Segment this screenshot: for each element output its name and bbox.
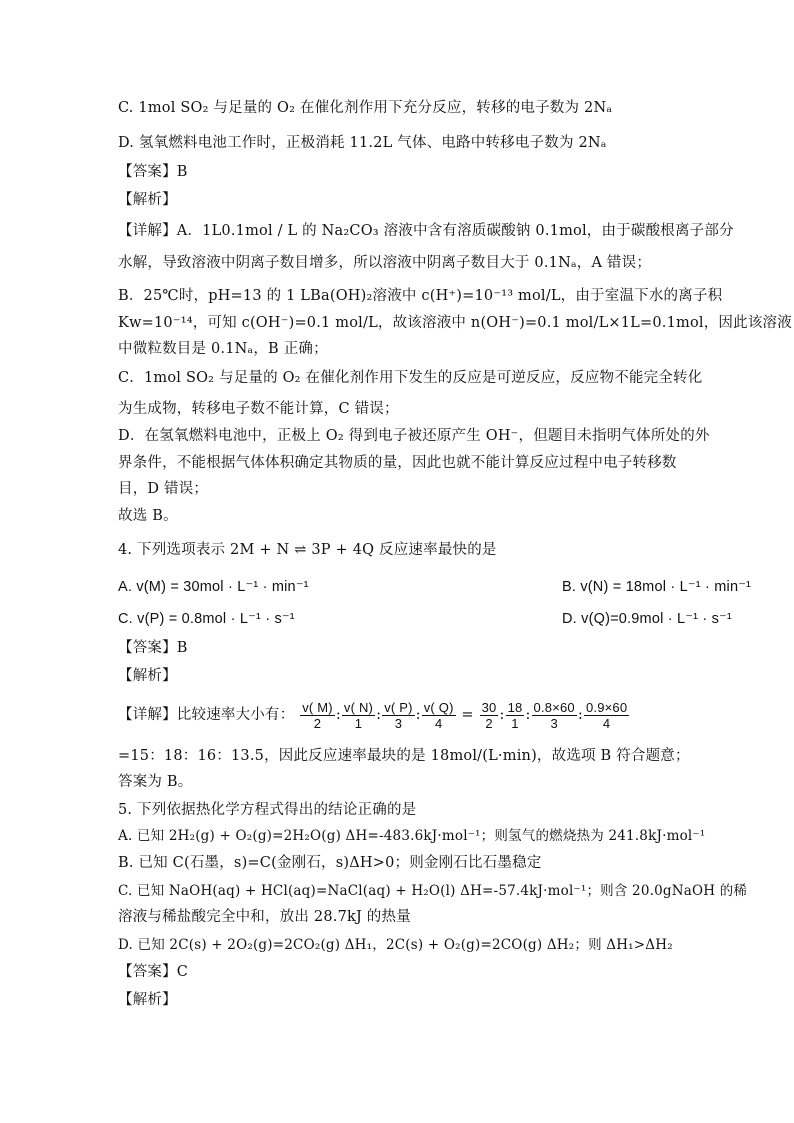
conclusion-line: 故选 B。 — [118, 508, 178, 524]
detail-line: B．25℃时，pH=13 的 1 LBa(OH)₂溶液中 c(H⁺)=10⁻¹³ mol/L，由于室温下水的离子积 — [118, 288, 723, 304]
detail-line: =15：18：16：13.5，因此反应速率最块的是 18mol/(L·min)，故选项 B 符合题意； — [118, 748, 690, 764]
fraction: $\frac{0.8\times 60}{3}$ — [533, 699, 575, 731]
option-b: B. v(N) = 18mol · L⁻¹ · min⁻¹ — [562, 579, 752, 595]
option-d-line: D. 氢氧燃料电池工作时，正极消耗 11.2L 气体、电路中转移电子数为 2Nₐ — [118, 135, 607, 151]
detail-line: D．在氢氧燃料电池中，正极上 O₂ 得到电子被还原产生 OH⁻，但题目未指明气体所处的外 — [118, 428, 710, 444]
rate-comparison-line: 【详解】比较速率大小有： $\frac{v( M)}{2}$ : $\frac{v( N)}{1}$ : $\frac{v( P)}{3}$ : $\frac{v( Q)}{4}$ = $\frac{30}{2}$ : $\frac{18}{1}$ : $\frac{0.8\times 60}{3}$ : $\frac{0.9\times 60}{4}$ — [118, 699, 628, 731]
question-4-title: 4. 下列选项表示 2M + N ⇌ 3P + 4Q 反应速率最快的是 — [118, 542, 497, 558]
answer-label: 【答案】B — [118, 640, 188, 656]
fraction: $\frac{30}{2}$ — [481, 699, 497, 731]
fraction: $\frac{v( N)}{1}$ — [343, 699, 374, 731]
option-c: C. v(P) = 0.8mol · L⁻¹ · s⁻¹ — [118, 611, 295, 627]
question-5-option-b: B. 已知 C(石墨，s)=C(金刚石，s)ΔH>0；则金刚石比石墨稳定 — [118, 855, 542, 871]
question-5-option-c: C. 已知 NaOH(aq) + HCl(aq)=NaCl(aq) + H₂O(l) ΔH=-57.4kJ·mol⁻¹；则含 20.0gNaOH 的稀 — [118, 883, 748, 899]
fraction: $\frac{v( P)}{3}$ — [384, 699, 413, 731]
question-5-title: 5. 下列依据热化学方程式得出的结论正确的是 — [118, 802, 417, 818]
question-4-options-row2 — [118, 609, 732, 629]
detail-line: 水解，导致溶液中阴离子数目增多，所以溶液中阴离子数目大于 0.1Nₐ，A 错误； — [118, 255, 652, 271]
detail-line: 为生成物，转移电子数不能计算，C 错误； — [118, 401, 399, 417]
analysis-label: 【解析】 — [118, 992, 177, 1008]
detail-line: 界条件，不能根据气体体积确定其物质的量，因此也就不能计算反应过程中电子转移数 — [118, 455, 677, 471]
analysis-label: 【解析】 — [118, 192, 177, 208]
question-4-options-row1 — [118, 577, 752, 597]
option-c-line: C. 1mol SO₂ 与足量的 O₂ 在催化剂作用下充分反应，转移的电子数为 2Nₐ — [118, 100, 613, 116]
detail-line: 中微粒数目是 0.1Nₐ，B 正确； — [118, 341, 328, 357]
analysis-label: 【解析】 — [118, 668, 177, 684]
fraction: $\frac{v( Q)}{4}$ — [423, 699, 454, 731]
fraction: $\frac{v( M)}{2}$ — [302, 699, 333, 731]
rate-comparison-label: 【详解】比较速率大小有： — [118, 707, 295, 723]
detail-line: C．1mol SO₂ 与足量的 O₂ 在催化剂作用下发生的反应是可逆反应，反应物不能完全转化 — [118, 370, 703, 386]
question-5-option-d: D. 已知 2C(s) + 2O₂(g)=2CO₂(g) ΔH₁，2C(s) + O₂(g)=2CO(g) ΔH₂；则 ΔH₁>ΔH₂ — [118, 937, 673, 953]
question-5-option-a: A. 已知 2H₂(g) + O₂(g)=2H₂O(g) ΔH=-483.6kJ·mol⁻¹；则氢气的燃烧热为 241.8kJ·mol⁻¹ — [118, 828, 706, 844]
answer-label: 【答案】B — [118, 164, 188, 180]
option-d: D. v(Q)=0.9mol · L⁻¹ · s⁻¹ — [562, 611, 732, 627]
fraction: $\frac{0.9\times 60}{4}$ — [585, 699, 628, 731]
question-5-option-c-cont: 溶液与稀盐酸完全中和，放出 28.7kJ 的热量 — [118, 909, 411, 925]
answer-label: 【答案】C — [118, 964, 189, 980]
detail-line: Kw=10⁻¹⁴，可知 c(OH⁻)=0.1 mol/L，故该溶液中 n(OH⁻)=0.1 mol/L×1L=0.1mol，因此该溶液 — [118, 315, 792, 331]
detail-line: 目，D 错误； — [118, 481, 209, 497]
option-a: A. v(M) = 30mol · L⁻¹ · min⁻¹ — [118, 579, 309, 595]
fraction: $\frac{18}{1}$ — [507, 699, 523, 731]
answer-summary-line: 答案为 B。 — [118, 774, 193, 790]
detail-line: 【详解】A．1L0.1mol / L 的 Na₂CO₃ 溶液中含有溶质碳酸钠 0.1mol，由于碳酸根离子部分 — [118, 223, 734, 239]
